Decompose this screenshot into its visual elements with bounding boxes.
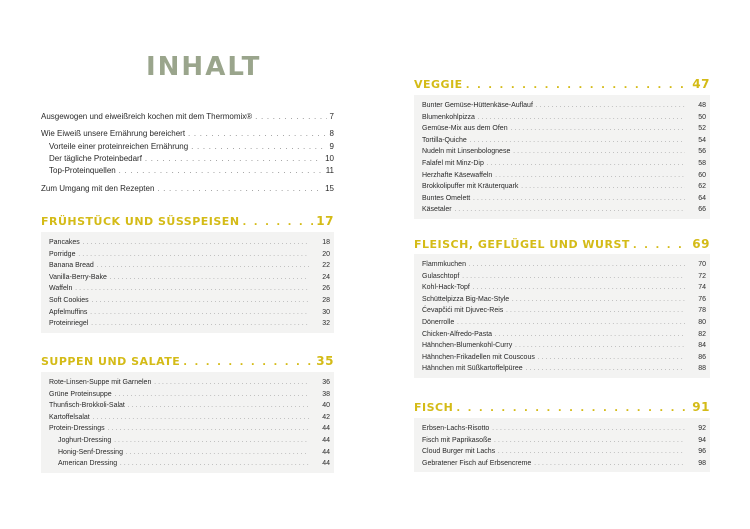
recipe-entry-label: Gemüse-Mix aus dem Ofen	[422, 125, 508, 133]
recipe-entry[interactable]	[422, 457, 706, 467]
toc-entry-label: Top-Proteinquellen	[49, 166, 116, 175]
dot-leader	[538, 355, 685, 361]
recipe-entry[interactable]	[422, 157, 706, 167]
dot-leader	[534, 461, 685, 467]
section-heading[interactable]	[41, 354, 334, 368]
section-heading-page-number: 17	[316, 214, 334, 228]
recipe-entry[interactable]	[422, 111, 706, 121]
dot-leader	[469, 262, 685, 268]
dot-leader	[188, 131, 326, 138]
recipe-entry[interactable]	[422, 169, 706, 179]
dot-leader	[255, 114, 326, 121]
section-heading[interactable]	[414, 237, 710, 251]
toc-entry[interactable]	[41, 127, 334, 138]
recipe-entry-page-number: 44	[322, 460, 330, 468]
recipe-entry[interactable]	[422, 281, 706, 291]
recipe-entry[interactable]	[422, 422, 706, 432]
dot-leader	[83, 240, 309, 246]
recipe-entry-page-number: 88	[698, 365, 706, 373]
recipe-entry-page-number: 24	[322, 273, 330, 281]
dot-leader	[90, 310, 309, 316]
recipe-entry[interactable]	[49, 399, 330, 409]
recipe-entry-page-number: 42	[322, 413, 330, 421]
section-heading-label: FISCH	[414, 401, 454, 414]
dot-leader	[513, 149, 685, 155]
recipe-entry-page-number: 30	[322, 308, 330, 316]
recipe-entry[interactable]	[422, 270, 706, 280]
dot-leader	[536, 103, 685, 109]
recipe-entry[interactable]	[58, 446, 330, 456]
recipe-entry[interactable]	[422, 134, 706, 144]
toc-entry-page-number: 11	[325, 166, 334, 175]
toc-entry-page-number: 7	[329, 112, 334, 121]
recipe-entry-page-number: 60	[698, 171, 706, 179]
dot-leader	[473, 196, 685, 202]
dot-leader	[108, 426, 309, 432]
dot-leader	[457, 320, 685, 326]
dot-leader	[93, 415, 309, 421]
section-heading-label: FLEISCH, GEFLÜGEL UND WURST	[414, 238, 630, 251]
toc-entry-page-number: 9	[329, 142, 334, 151]
recipe-entry-page-number: 26	[322, 285, 330, 293]
recipe-entry-page-number: 56	[698, 148, 706, 156]
recipe-entry[interactable]	[422, 434, 706, 444]
recipe-entry-label: Schüttelpizza Big-Mac-Style	[422, 295, 510, 303]
section-heading[interactable]	[414, 77, 710, 91]
recipe-entry[interactable]	[49, 259, 330, 269]
dot-leader	[495, 332, 685, 338]
dot-leader	[462, 274, 685, 280]
dot-leader	[455, 207, 685, 213]
recipe-entry[interactable]	[49, 271, 330, 281]
recipe-entry[interactable]	[58, 434, 330, 444]
recipe-entry-label: Hähnchen-Frikadellen mit Couscous	[422, 353, 535, 361]
recipe-entry[interactable]	[49, 317, 330, 327]
recipe-entry-label: Brokkolipuffer mit Kräuterquark	[422, 183, 519, 191]
dot-leader	[473, 285, 685, 291]
toc-entry-label: Zum Umgang mit den Rezepten	[41, 184, 155, 193]
dot-leader	[110, 275, 309, 281]
recipe-entry[interactable]	[422, 304, 706, 314]
dot-leader	[521, 184, 685, 190]
section-heading-page-number: 47	[692, 77, 710, 91]
recipe-entry-page-number: 44	[322, 437, 330, 444]
recipe-entry-page-number: 72	[698, 272, 706, 280]
recipe-entry[interactable]	[49, 236, 330, 246]
toc-entry-page-number: 15	[325, 184, 334, 193]
recipe-entry-label: Blumenkohlpizza	[422, 113, 475, 121]
recipe-entry-label: Waffeln	[49, 285, 73, 293]
dot-leader	[492, 426, 685, 432]
recipe-entry-label: Käsetaler	[422, 206, 452, 214]
recipe-entry[interactable]	[422, 293, 706, 303]
recipe-entry-page-number: 62	[698, 183, 706, 191]
recipe-entry-page-number: 32	[322, 320, 330, 328]
recipe-entry-label: Ćevapčići mit Djuvec-Reis	[422, 307, 504, 315]
dot-leader	[633, 240, 689, 251]
dot-leader	[126, 450, 309, 456]
dot-leader	[115, 392, 309, 398]
dot-leader	[75, 286, 309, 292]
dot-leader	[92, 298, 309, 304]
toc-entry-label: Vorteile einer proteinreichen Ernährung	[49, 142, 189, 151]
dot-leader	[506, 308, 685, 314]
recipe-entry-label: American Dressing	[58, 460, 118, 468]
section-heading-label: SUPPEN UND SALATE	[41, 355, 181, 368]
recipe-entry-label: Flammkuchen	[422, 261, 466, 268]
recipe-entry-label: Bunter Gemüse-Hüttenkäse-Auflauf	[422, 102, 533, 109]
recipe-entry-label: Thunfisch-Brokkoli-Salat	[49, 402, 125, 410]
recipe-entry-label: Pancakes	[49, 239, 80, 246]
recipe-entry-label: Erbsen-Lachs-Risotto	[422, 425, 490, 432]
recipe-entry-page-number: 78	[698, 307, 706, 315]
toc-entry-page-number: 10	[325, 154, 334, 163]
recipe-entry[interactable]	[49, 376, 330, 386]
dot-leader	[487, 161, 685, 167]
dot-leader	[511, 126, 685, 132]
recipe-entry-label: Chicken-Alfredo-Pasta	[422, 330, 493, 338]
dot-leader	[120, 461, 309, 467]
recipe-entry-page-number: 44	[322, 425, 330, 433]
recipe-entry-label: Porridge	[49, 250, 76, 258]
recipe-entry[interactable]	[422, 180, 706, 190]
recipe-entry-page-number: 38	[322, 390, 330, 398]
recipe-entry-label: Apfelmuffins	[49, 308, 88, 316]
recipe-entry[interactable]	[49, 282, 330, 292]
recipe-entry-label: Proteinriegel	[49, 320, 89, 328]
recipe-entry-page-number: 58	[698, 160, 706, 167]
recipe-entry-page-number: 50	[698, 113, 706, 121]
recipe-entry-page-number: 64	[698, 194, 706, 202]
recipe-entry-page-number: 18	[322, 239, 330, 246]
recipe-entry[interactable]	[422, 258, 706, 268]
recipe-entry[interactable]	[49, 388, 330, 398]
recipe-entry-page-number: 54	[698, 136, 706, 144]
toc-entry[interactable]	[41, 182, 334, 193]
section-heading-label: FRÜHSTÜCK UND SÜSSPEISEN	[41, 215, 240, 228]
recipe-entry-page-number: 76	[698, 295, 706, 303]
section-heading-page-number: 35	[316, 354, 334, 368]
recipe-entry-label: Gebratener Fisch auf Erbsencreme	[422, 459, 532, 467]
section-heading-page-number: 91	[692, 400, 710, 414]
section-heading-label: VEGGIE	[414, 78, 463, 91]
toc-entry-label: Der tägliche Proteinbedarf	[49, 154, 142, 163]
toc-entry[interactable]	[41, 110, 334, 121]
recipe-entry-page-number: 52	[698, 125, 706, 133]
recipe-entry-label: Kohl-Hack-Topf	[422, 284, 470, 292]
recipe-entry-label: Banana Bread	[49, 262, 94, 270]
recipe-entry[interactable]	[422, 445, 706, 455]
recipe-entry-label: Soft Cookies	[49, 297, 89, 304]
recipe-entry-page-number: 84	[698, 342, 706, 350]
dot-leader	[128, 403, 309, 409]
recipe-entry-label: Hähnchen-Blumenkohl-Curry	[422, 342, 513, 350]
recipe-entry-label: Hähnchen mit Süßkartoffelpüree	[422, 365, 523, 373]
recipe-entry[interactable]	[422, 203, 706, 213]
recipe-entry-page-number: 48	[698, 102, 706, 109]
recipe-entry[interactable]	[422, 328, 706, 338]
recipe-entry[interactable]	[422, 362, 706, 372]
recipe-entry[interactable]	[49, 248, 330, 258]
recipe-entry[interactable]	[422, 145, 706, 155]
dot-leader	[97, 263, 309, 269]
recipe-entry-label: Fisch mit Paprikasoße	[422, 436, 492, 444]
dot-leader	[145, 156, 322, 163]
recipe-entry-page-number: 92	[698, 425, 706, 432]
recipe-entry-label: Nudeln mit Linsenbolognese	[422, 148, 511, 156]
dot-leader	[470, 138, 685, 144]
recipe-entry-label: Kartoffelsalat	[49, 413, 90, 421]
recipe-entry-label: Buntes Omelett	[422, 194, 471, 202]
toc-entry-label: Wie Eiweiß unsere Ernährung bereichert	[41, 129, 186, 138]
recipe-entry-page-number: 80	[698, 319, 706, 326]
recipe-entry[interactable]	[422, 122, 706, 132]
recipe-entry[interactable]	[422, 351, 706, 361]
toc-entry[interactable]	[49, 152, 334, 163]
dot-leader	[456, 403, 689, 414]
recipe-entry-page-number: 20	[322, 250, 330, 258]
recipe-entry-label: Dönerrolle	[422, 319, 455, 326]
recipe-entry-page-number: 86	[698, 353, 706, 361]
dot-leader	[91, 321, 309, 327]
recipe-entry-page-number: 82	[698, 330, 706, 338]
recipe-entry-page-number: 96	[698, 448, 706, 456]
recipe-entry-page-number: 22	[322, 262, 330, 270]
dot-leader	[498, 449, 685, 455]
recipe-entry[interactable]	[422, 192, 706, 202]
dot-leader	[494, 438, 685, 444]
page-title: INHALT	[146, 52, 262, 82]
dot-leader	[119, 168, 323, 175]
dot-leader	[157, 186, 322, 193]
toc-entry-label: Ausgewogen und eiweißreich kochen mit dem Thermomix®	[41, 112, 253, 121]
recipe-entry-label: Joghurt-Dressing	[58, 437, 112, 444]
recipe-entry[interactable]	[422, 99, 706, 109]
toc-entry-page-number: 8	[329, 129, 334, 138]
dot-leader	[478, 115, 685, 121]
recipe-entry-label: Protein-Dressings	[49, 425, 105, 433]
recipe-entry[interactable]	[58, 457, 330, 467]
recipe-entry[interactable]	[49, 306, 330, 316]
recipe-entry[interactable]	[49, 411, 330, 421]
recipe-entry-label: Herzhafte Käsewaffeln	[422, 171, 493, 179]
dot-leader	[183, 357, 313, 368]
dot-leader	[495, 173, 685, 179]
recipe-entry-page-number: 44	[322, 448, 330, 456]
recipe-entry-page-number: 36	[322, 379, 330, 386]
section-heading[interactable]	[414, 400, 710, 414]
recipe-entry-label: Tortilla-Quiche	[422, 136, 467, 144]
recipe-entry-label: Gulaschtopf	[422, 272, 460, 280]
recipe-entry-label: Grüne Proteinsuppe	[49, 390, 112, 398]
recipe-entry-label: Honig-Senf-Dressing	[58, 448, 123, 456]
dot-leader	[526, 366, 685, 372]
section-heading-page-number: 69	[692, 237, 710, 251]
dot-leader	[154, 380, 309, 386]
recipe-entry-page-number: 40	[322, 402, 330, 410]
dot-leader	[243, 217, 314, 228]
dot-leader	[512, 297, 685, 303]
recipe-entry-page-number: 66	[698, 206, 706, 214]
recipe-entry[interactable]	[49, 422, 330, 432]
recipe-entry-page-number: 70	[698, 261, 706, 268]
dot-leader	[114, 438, 309, 444]
toc-entry[interactable]	[49, 164, 334, 175]
section-heading[interactable]	[41, 214, 334, 228]
dot-leader	[78, 252, 309, 258]
dot-leader	[466, 80, 690, 91]
toc-entry[interactable]	[49, 140, 334, 151]
recipe-entry-label: Vanilla-Berry-Bake	[49, 273, 107, 281]
recipe-entry-page-number: 94	[698, 436, 706, 444]
recipe-entry-label: Cloud Burger mit Lachs	[422, 448, 496, 456]
recipe-entry-label: Falafel mit Minz-Dip	[422, 160, 484, 167]
recipe-entry[interactable]	[422, 339, 706, 349]
recipe-entry-page-number: 74	[698, 284, 706, 292]
recipe-entry-page-number: 98	[698, 459, 706, 467]
dot-leader	[191, 144, 326, 151]
recipe-entry-label: Rote-Linsen-Suppe mit Garnelen	[49, 379, 152, 386]
recipe-entry[interactable]	[49, 294, 330, 304]
recipe-entry[interactable]	[422, 316, 706, 326]
dot-leader	[515, 343, 685, 349]
recipe-entry-page-number: 28	[322, 297, 330, 304]
